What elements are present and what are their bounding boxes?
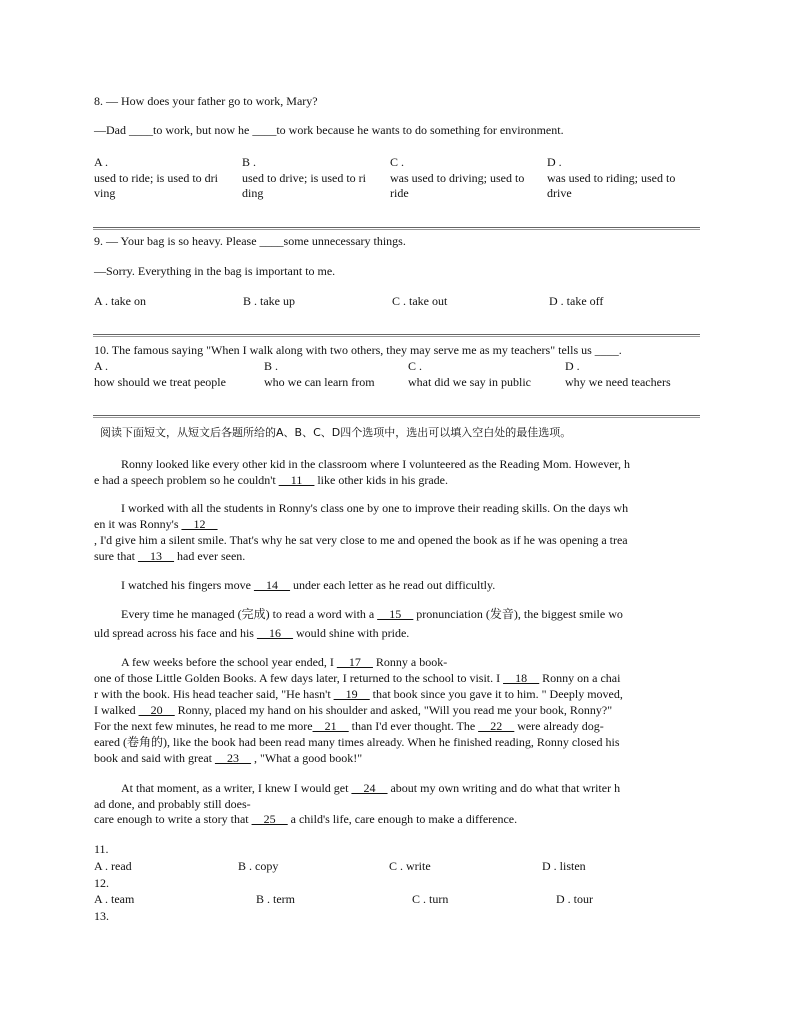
q8-stem: 8. — How does your father go to work, Mary? [94,94,318,108]
q11-number: 11. [94,842,109,856]
q8-option-a-text2: ving [94,186,116,200]
q9-stem: 9. — Your bag is so heavy. Please ____some unnecessary things. [94,234,406,248]
blank-19: __19__ [333,687,370,701]
q10-option-c-text: what did we say in public [408,375,531,389]
q12-option-b: B . term [256,892,295,906]
q10-option-d-letter: D . [565,359,580,373]
passage-p5-line2: one of those Little Golden Books. A few days later, I returned to the school to visit. I __18__ Ronny on a chai [94,671,621,685]
passage-p3: I watched his fingers move __14__ under each letter as he read out difficultly. [121,578,496,592]
blank-22: __22__ [478,719,515,733]
passage-p5-line6: eared (卷角的), like the book had been read many times already. When he finished reading, Ronny closed his [94,735,620,749]
q11-option-c: C . write [389,859,431,873]
blank-14: __14__ [253,578,290,592]
blank-15: __15__ [377,607,414,621]
q12-number: 12. [94,876,109,890]
q9-option-d: D . take off [549,294,604,308]
divider [93,227,700,230]
q10-option-a-letter: A . [94,359,109,373]
passage-p1-line2: e had a speech problem so he couldn't __11__ like other kids in his grade. [94,473,448,487]
passage-p4-line1: Every time he managed (完成) to read a word with a __15__ pronunciation (发音), the biggest smile wo [121,607,623,621]
q8-option-c-text1: was used to driving; used to [390,171,525,185]
blank-17: __17__ [336,655,373,669]
q10-stem: 10. The famous saying "When I walk along with two others, they may serve me as my teachers" tells us ____. [94,343,622,357]
passage-p2-line1: I worked with all the students in Ronny's class one by one to improve their reading skills. On the days wh [121,501,629,515]
q9-option-c: C . take out [392,294,448,308]
q8-option-c-letter: C . [390,155,405,169]
q9-option-b: B . take up [243,294,295,308]
blank-24: __24__ [351,781,388,795]
q10-option-d-text: why we need teachers [565,375,671,389]
passage-p1-line1: Ronny looked like every other kid in the classroom where I volunteered as the Reading Mom. However, h [121,457,631,471]
passage-p4-line2: uld spread across his face and his __16__ would shine with pride. [94,626,410,640]
q11-option-d: D . listen [542,859,586,873]
passage-p5-line5: For the next few minutes, he read to me more__21__ than I'd ever thought. The __22__ were already dog- [94,719,604,733]
q12-option-c: C . turn [412,892,449,906]
q8-option-d-text1: was used to riding; used to [547,171,676,185]
q13-number: 13. [94,909,109,923]
q8-option-a-letter: A . [94,155,109,169]
passage-p6-line1: At that moment, as a writer, I knew I would get __24__ about my own writing and do what that writer h [121,781,621,795]
q12-option-d: D . tour [556,892,593,906]
q12-option-a: A . team [94,892,135,906]
blank-20: __20__ [138,703,175,717]
passage-p5-line3: r with the book. His head teacher said, "He hasn't __19__ that book since you gave it to him. " Deeply moved, [94,687,623,701]
q9-line2: —Sorry. Everything in the bag is important to me. [94,264,336,278]
blank-18: __18__ [503,671,540,685]
q8-option-d-letter: D . [547,155,562,169]
blank-25: __25__ [251,812,288,826]
blank-16: __16__ [256,626,293,640]
q8-line2: —Dad ____to work, but now he ____to work because he wants to do something for environment. [94,123,564,137]
passage-p6-line2: ad done, and probably still does- [94,797,251,811]
divider [93,415,700,418]
passage-p2-line4: sure that __13__ had ever seen. [94,549,246,563]
q8-option-b-text2: ding [242,186,264,200]
q8-option-c-text2: ride [390,186,409,200]
passage-p5-line1: A few weeks before the school year ended, I __17__ Ronny a book- [121,655,448,669]
instruction: 阅读下面短文，从短文后各题所给的A、B、C、D四个选项中，选出可以填入空白处的最佳选项。 [100,426,572,439]
q8-option-b-text1: used to drive; is used to ri [242,171,366,185]
blank-11: __11__ [278,473,315,487]
passage-p6-line3: care enough to write a story that __25__ a child's life, care enough to make a difference. [94,812,518,826]
q8-option-d-text2: drive [547,186,572,200]
q11-option-a: A . read [94,859,132,873]
passage-p2-line3: , I'd give him a silent smile. That's why he sat very close to me and opened the book as if he was opening a trea [94,533,628,547]
q10-option-a-text: how should we treat people [94,375,226,389]
blank-23: __23__ [214,751,251,765]
q10-option-c-letter: C . [408,359,423,373]
blank-12: __12__ [181,517,218,531]
blank-13: __13__ [138,549,174,563]
passage-p5-line7: book and said with great __23__ , "What a good book!" [94,751,363,765]
q11-option-b: B . copy [238,859,279,873]
q8-option-a-text1: used to ride; is used to dri [94,171,218,185]
q10-option-b-text: who we can learn from [264,375,375,389]
passage-p2-line2: en it was Ronny's __12__ [94,517,218,531]
divider [93,334,700,337]
q10-option-b-letter: B . [264,359,279,373]
q9-option-a: A . take on [94,294,146,308]
blank-21: __21__ [312,719,349,733]
passage-p5-line4: I walked __20__ Ronny, placed my hand on his shoulder and asked, "Will you read me your book, Ronny?" [94,703,613,717]
q8-option-b-letter: B . [242,155,257,169]
